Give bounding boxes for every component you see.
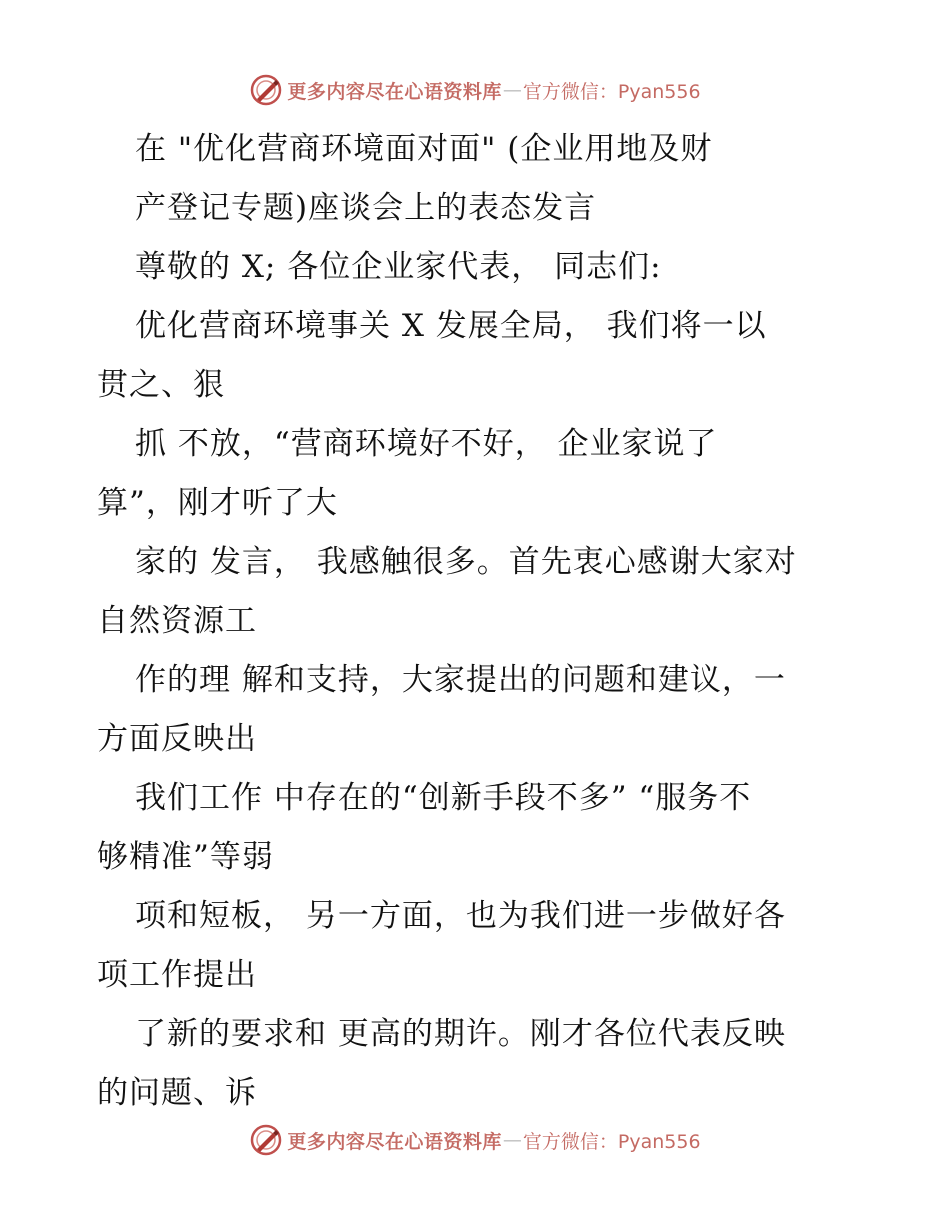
title-line-2: 产登记专题)座谈会上的表态发言 <box>135 190 597 226</box>
paragraph-line: 作的理 解和支持，大家提出的问题和建议，一 <box>135 662 786 698</box>
salutation-line: 尊敬的 X; 各位企业家代表， 同志们: <box>135 249 662 285</box>
pen-circle-logo-icon <box>249 73 283 107</box>
paragraph-line: 家的 发言， 我感触很多。首先衷心感谢大家对 <box>135 544 797 580</box>
paragraph-line: 抓 不放，“营商环境好不好， 企业家说了 <box>135 426 718 462</box>
paragraph-line: 我们工作 中存在的“创新手段不多” “服务不 <box>135 780 752 816</box>
header-wechat: 官方微信：Pyan556 <box>522 80 701 103</box>
paragraph-line: 优化营商环境事关 X 发展全局， 我们将一以 <box>135 308 767 344</box>
paragraph-line: 项工作提出 <box>97 957 257 993</box>
footer-slogan: 更多内容尽在心语资料库 <box>287 1130 502 1153</box>
header-banner <box>0 68 950 112</box>
header-slogan: 更多内容尽在心语资料库 <box>287 80 502 103</box>
paragraph-line: 够精准”等弱 <box>97 839 274 875</box>
paragraph-line: 了新的要求和 更高的期许。刚才各位代表反映 <box>135 1016 786 1052</box>
header-separator: — <box>502 79 522 101</box>
document-body <box>97 120 877 1123</box>
paragraph-line: 算”，刚才听了大 <box>97 485 338 521</box>
footer-wechat: 官方微信：Pyan556 <box>522 1130 701 1153</box>
footer-banner <box>0 1118 950 1162</box>
paragraph-line: 自然资源工 <box>97 603 257 639</box>
paragraph-line: 方面反映出 <box>97 721 257 757</box>
title-line-1: 在 "优化营商环境面对面" (企业用地及财 <box>135 131 713 167</box>
paragraph-line: 的问题、诉 <box>97 1075 257 1111</box>
paragraph-line: 贯之、狠 <box>97 367 225 403</box>
footer-separator: — <box>502 1129 522 1151</box>
pen-circle-logo-icon <box>249 1123 283 1157</box>
paragraph-line: 项和短板， 另一方面，也为我们进一步做好各 <box>135 898 786 934</box>
